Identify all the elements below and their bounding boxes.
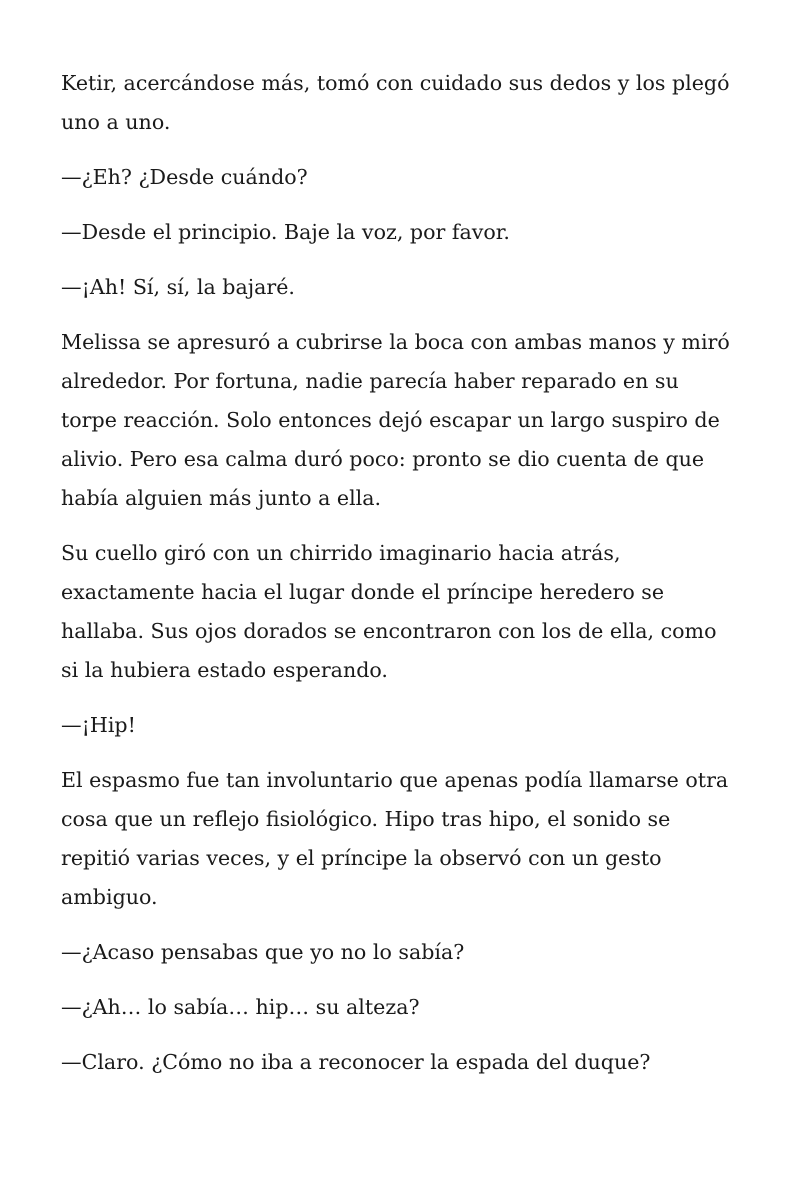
paragraph: —¿Ah… lo sabía… hip… su alteza? (61, 995, 420, 1019)
paragraph: —Desde el principio. Baje la voz, por favor. (61, 220, 510, 244)
paragraph: El espasmo fue tan involuntario que apenas podía llamarse otra cosa que un reflejo fisiológico. Hipo tras hipo, el sonido se repitió varias veces, y el príncipe la observó con un gesto ambiguo. (61, 768, 729, 909)
paragraph: —¡Hip! (61, 713, 136, 737)
paragraph: —Claro. ¿Cómo no iba a reconocer la espada del duque? (61, 1050, 651, 1074)
paragraph: —¡Ah! Sí, sí, la bajaré. (61, 275, 295, 299)
paragraph: Ketir, acercándose más, tomó con cuidado sus dedos y los plegó uno a uno. (61, 71, 730, 134)
paragraph: —¿Eh? ¿Desde cuándo? (61, 165, 308, 189)
paragraph: Su cuello giró con un chirrido imaginario hacia atrás, exactamente hacia el lugar donde el príncipe heredero se hallaba. Sus ojos dorados se encontraron con los de ella, como si la hubiera estado esperando. (61, 541, 717, 682)
paragraph: Melissa se apresuró a cubrirse la boca con ambas manos y miró alrededor. Por fortuna, nadie parecía haber reparado en su torpe reacción. Solo entonces dejó escapar un largo suspiro de alivio. Pero esa calma duró poco: pronto se dio cuenta de que había alguien más junto a ella. (61, 330, 730, 510)
paragraph: —¿Acaso pensabas que yo no lo sabía? (61, 940, 465, 964)
